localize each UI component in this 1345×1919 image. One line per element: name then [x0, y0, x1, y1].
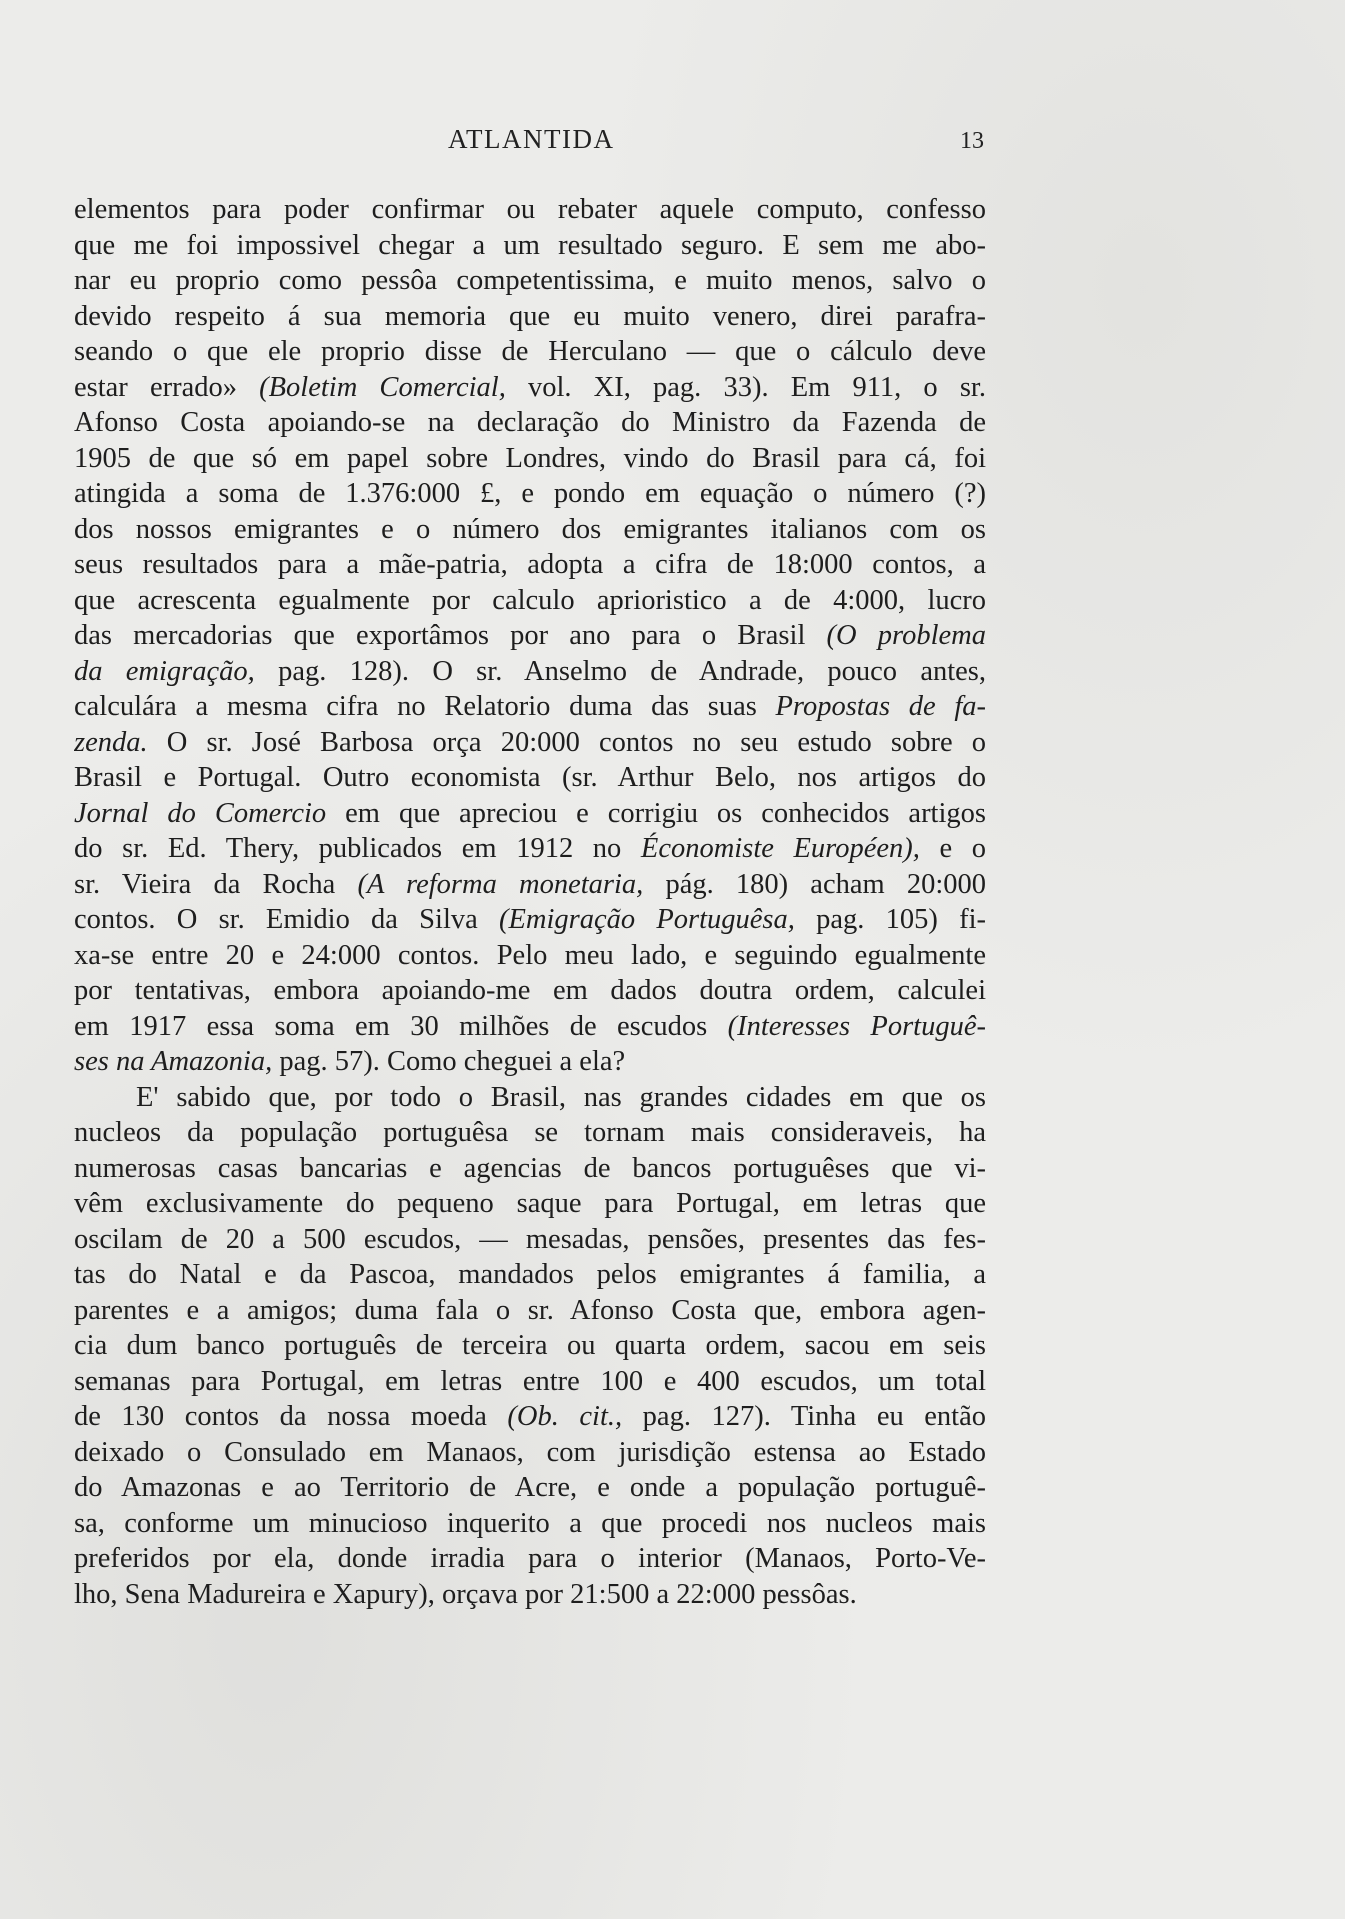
text-line — [74, 334, 986, 370]
text-line — [74, 405, 986, 441]
text-segment: pag. 127). Tinha eu então — [622, 1401, 986, 1432]
running-title: ATLANTIDA — [448, 124, 615, 154]
text-line — [74, 973, 986, 1009]
text-line — [74, 1328, 986, 1364]
text-segment: lho, Sena Madureira e Xapury), orçava por 21:500 a 22:000 pessôas. — [74, 1578, 857, 1610]
text-line — [74, 760, 986, 796]
text-segment: que acrescenta egualmente por calculo aprioristico a de 4:000, lucro — [74, 584, 986, 616]
italic-citation: ses na Amazonia, — [74, 1046, 273, 1077]
text-segment: dos nossos emigrantes e o número dos emigrantes italianos com os — [74, 513, 986, 545]
text-segment: cia dum banco português de terceira ou quarta ordem, sacou em seis — [74, 1330, 986, 1361]
text-segment: que me foi impossivel chegar a um resultado seguro. E sem me abo- — [74, 229, 986, 261]
text-segment: semanas para Portugal, em letras entre 100 e 400 escudos, um total — [74, 1365, 986, 1397]
text-line — [74, 1186, 986, 1222]
text-segment: 1905 de que só em papel sobre Londres, vindo do Brasil para cá, foi — [74, 442, 986, 474]
text-line — [74, 1293, 986, 1329]
text-line — [74, 1399, 986, 1435]
text-line — [74, 654, 986, 690]
text-segment: O sr. José Barbosa orça 20:000 contos no seu estudo sobre o — [147, 726, 986, 758]
text-line — [74, 1222, 986, 1258]
text-segment: numerosas casas bancarias e agencias de bancos portuguêses que vi- — [74, 1152, 986, 1184]
text-line — [74, 1257, 986, 1293]
text-line — [74, 1577, 986, 1613]
text-segment: e o — [919, 833, 986, 864]
italic-citation: Économiste Européen), — [640, 833, 920, 864]
text-segment: parentes e a amigos; duma fala o sr. Afonso Costa que, embora agen- — [74, 1294, 986, 1326]
text-segment: pag. 57). Como cheguei a ela? — [272, 1046, 626, 1077]
text-segment: xa-se entre 20 e 24:000 contos. Pelo meu lado, e seguindo egualmente — [74, 939, 986, 971]
italic-citation: (Emigração Portuguêsa, — [499, 904, 795, 935]
text-line — [74, 1044, 986, 1080]
text-segment: Brasil e Portugal. Outro economista (sr. Arthur Belo, nos artigos do — [74, 762, 986, 793]
text-line — [74, 1009, 986, 1045]
text-segment: por tentativas, embora apoiando-me em dados doutra ordem, calculei — [74, 975, 986, 1006]
text-segment: sa, conforme um minucioso inquerito a que procedi nos nucleos mais — [74, 1507, 986, 1539]
body-text — [74, 192, 986, 1612]
text-line — [74, 263, 986, 299]
text-line — [74, 902, 986, 938]
text-line — [74, 831, 986, 867]
text-segment: nucleos da população portuguêsa se tornam mais consideraveis, ha — [74, 1117, 986, 1148]
text-segment: contos. O sr. Emidio da Silva — [74, 904, 499, 935]
text-segment: Afonso Costa apoiando-se na declaração do Ministro da Fazenda de — [74, 407, 986, 438]
text-segment: calculára a mesma cifra no Relatorio duma das suas — [74, 691, 776, 722]
text-segment: das mercadorias que exportâmos por ano para o Brasil — [74, 620, 827, 651]
text-line — [74, 370, 986, 406]
text-segment: tas do Natal e da Pascoa, mandados pelos emigrantes á familia, a — [74, 1259, 986, 1290]
text-segment: atingida a soma de 1.376:000 £, e pondo em equação o número (?) — [74, 478, 986, 509]
text-segment: em 1917 essa soma em 30 milhões de escudos — [74, 1010, 728, 1042]
text-segment: pág. 180) acham 20:000 — [643, 868, 986, 900]
text-line — [74, 583, 986, 619]
text-line — [74, 476, 986, 512]
text-line — [74, 1080, 986, 1116]
text-segment: elementos para poder confirmar ou rebater aquele computo, confesso — [74, 194, 986, 225]
text-segment: do sr. Ed. Thery, publicados em 1912 no — [74, 833, 641, 864]
text-segment: pag. 128). O sr. Anselmo de Andrade, pouco antes, — [254, 655, 986, 687]
text-segment: estar errado» — [74, 371, 260, 403]
text-line — [74, 299, 986, 335]
text-line — [74, 441, 986, 477]
page-header — [0, 124, 1345, 164]
italic-citation: da emigração, — [74, 655, 255, 687]
text-line — [74, 547, 986, 583]
text-line — [74, 228, 986, 264]
text-segment: sr. Vieira da Rocha — [74, 868, 358, 900]
text-line — [74, 1435, 986, 1471]
text-segment: de 130 contos da nossa moeda — [74, 1401, 508, 1432]
text-segment: seando o que ele proprio disse de Herculano — que o cálculo deve — [74, 336, 986, 367]
text-line — [74, 1541, 986, 1577]
text-line — [74, 938, 986, 974]
page-number: 13 — [960, 128, 984, 154]
text-line — [74, 192, 986, 228]
text-segment: vêm exclusivamente do pequeno saque para Portugal, em letras que — [74, 1188, 986, 1219]
text-line — [74, 618, 986, 654]
text-line — [74, 867, 986, 903]
text-line — [74, 796, 986, 832]
text-segment: deixado o Consulado em Manaos, com jurisdição estensa ao Estado — [74, 1436, 986, 1468]
text-line — [74, 1506, 986, 1542]
text-line — [74, 1470, 986, 1506]
text-segment: E' sabido que, por todo o Brasil, nas grandes cidades em que os — [136, 1081, 986, 1113]
text-segment: pag. 105) fi- — [794, 904, 986, 935]
text-segment: devido respeito á sua memoria que eu muito venero, direi parafra- — [74, 300, 986, 332]
text-segment: vol. XI, pag. 33). Em 911, o sr. — [505, 371, 986, 403]
text-segment: oscilam de 20 a 500 escudos, — mesadas, pensões, presentes das fes- — [74, 1223, 986, 1255]
italic-citation: Jornal do Comercio — [74, 797, 327, 829]
italic-citation: (O problema — [826, 620, 986, 651]
text-line — [74, 1151, 986, 1187]
italic-citation: (Interesses Portuguê- — [727, 1010, 986, 1042]
text-segment: do Amazonas e ao Territorio de Acre, e onde a população portuguê- — [74, 1472, 986, 1503]
text-line — [74, 689, 986, 725]
text-segment: preferidos por ela, donde irradia para o interior (Manaos, Porto-Ve- — [74, 1543, 986, 1574]
text-segment: em que apreciou e corrigiu os conhecidos artigos — [326, 797, 986, 829]
text-segment: nar eu proprio como pessôa competentissima, e muito menos, salvo o — [74, 265, 986, 296]
text-line — [74, 1364, 986, 1400]
italic-citation: (Boletim Comercial, — [259, 371, 506, 403]
text-line — [74, 512, 986, 548]
text-line — [74, 1115, 986, 1151]
italic-citation: (Ob. cit., — [507, 1401, 623, 1432]
italic-citation: Propostas de fa- — [775, 691, 986, 722]
italic-citation: zenda. — [74, 726, 148, 758]
text-segment: seus resultados para a mãe-patria, adopta a cifra de 18:000 contos, a — [74, 549, 986, 580]
text-line — [74, 725, 986, 761]
italic-citation: (A reforma monetaria, — [357, 868, 644, 900]
